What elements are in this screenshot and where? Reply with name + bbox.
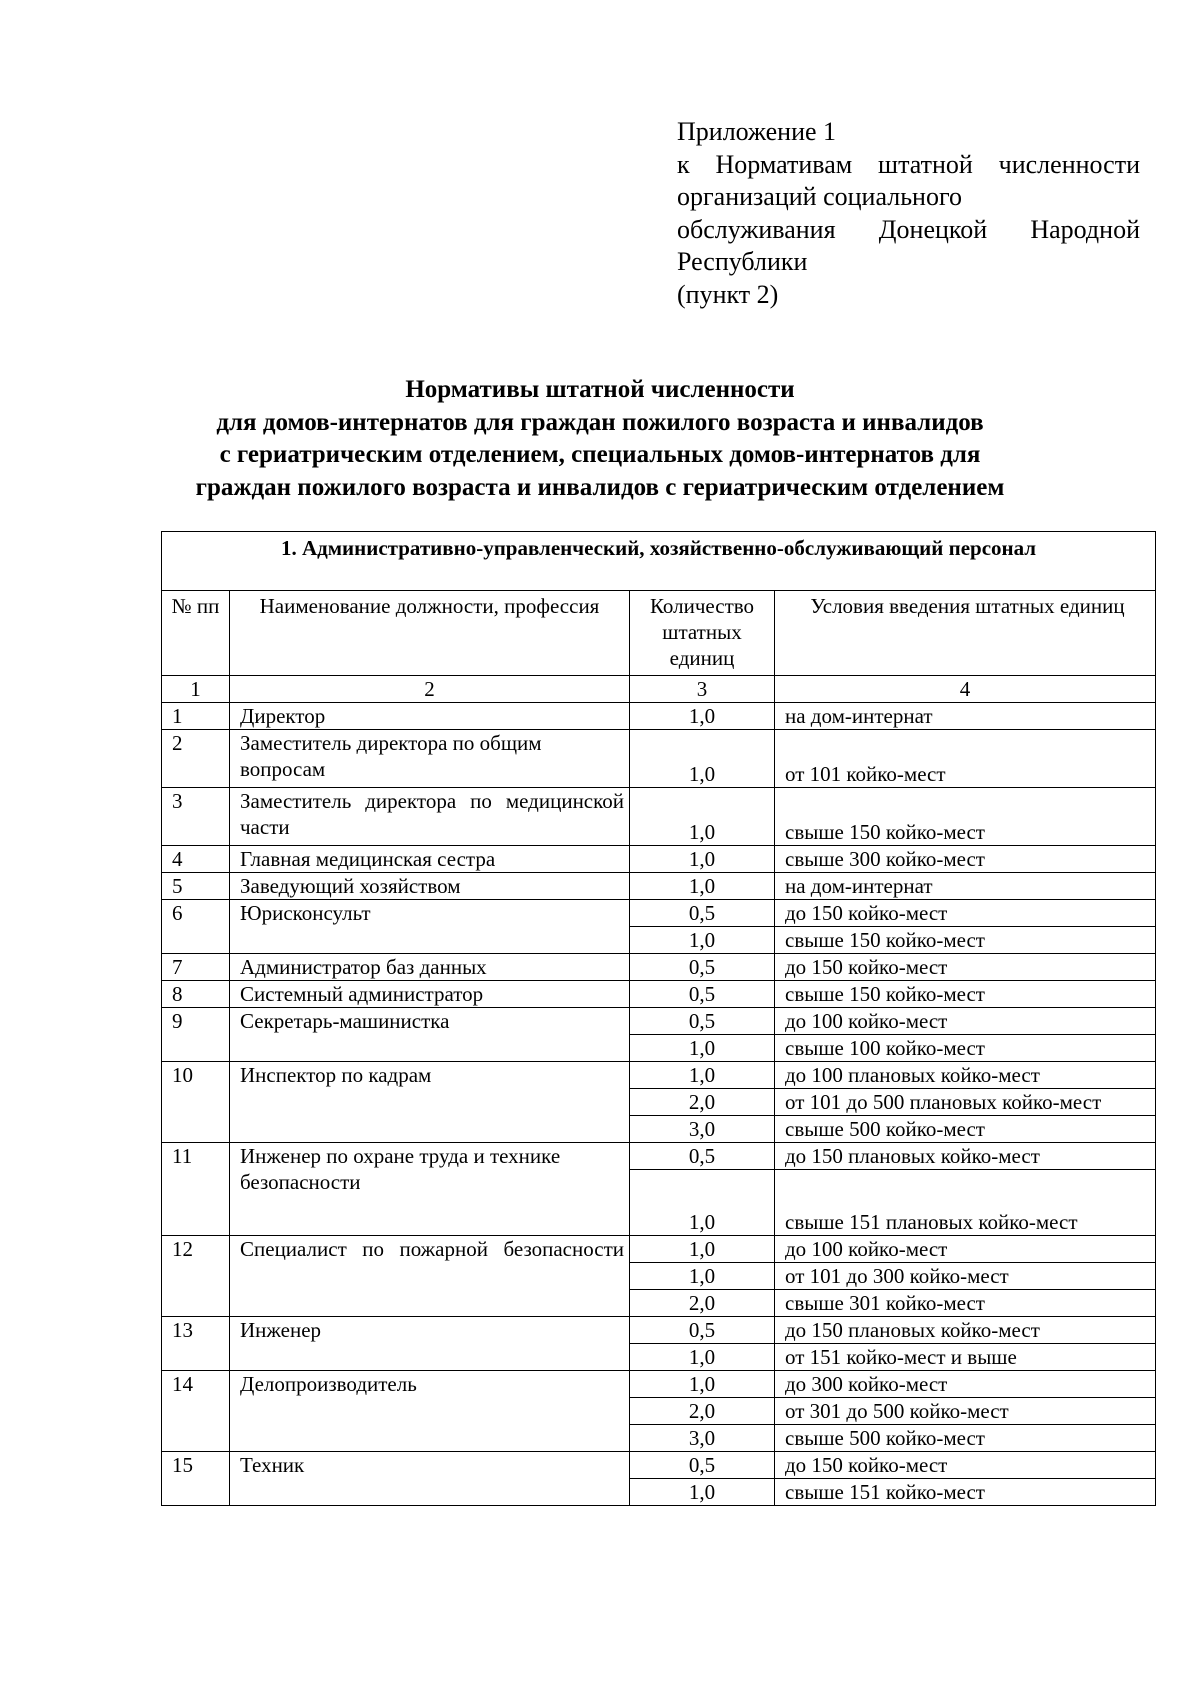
appendix-line: организаций социального <box>677 182 962 211</box>
table-row <box>162 900 1156 927</box>
position-name: Юрисконсульт <box>230 900 630 954</box>
staff-condition: до 300 койко-мест <box>775 1371 1156 1398</box>
staff-quantity: 1,0 <box>630 1062 775 1089</box>
table-row <box>162 1236 1156 1263</box>
position-name: Заведующий хозяйством <box>230 873 630 900</box>
appendix-line: Республики <box>677 247 808 276</box>
position-name: Специалист по пожарной безопасности <box>230 1236 630 1317</box>
column-number: 1 <box>162 676 230 703</box>
staff-condition: до 150 плановых койко-мест <box>775 1143 1156 1170</box>
table-row <box>162 730 1156 788</box>
staff-quantity: 0,5 <box>630 1008 775 1035</box>
row-number: 9 <box>162 1008 230 1062</box>
staff-quantity: 0,5 <box>630 1143 775 1170</box>
position-name: Главная медицинская сестра <box>230 846 630 873</box>
staff-condition: от 101 до 500 плановых койко-мест <box>775 1089 1156 1116</box>
title-line: для домов-интернатов для граждан пожилого возраста и инвалидов <box>216 408 984 436</box>
staff-condition: до 100 койко-мест <box>775 1236 1156 1263</box>
staff-quantity: 3,0 <box>630 1116 775 1143</box>
column-header-row <box>162 591 1156 676</box>
table-row <box>162 788 1156 846</box>
column-header-name: Наименование должности, профессия <box>230 591 630 676</box>
row-number: 7 <box>162 954 230 981</box>
position-name: Техник <box>230 1452 630 1506</box>
staff-quantity: 2,0 <box>630 1089 775 1116</box>
table-row <box>162 981 1156 1008</box>
staff-condition: свыше 150 койко-мест <box>775 981 1156 1008</box>
staff-quantity: 1,0 <box>630 927 775 954</box>
table-row <box>162 873 1156 900</box>
staff-quantity: 1,0 <box>630 1371 775 1398</box>
staffing-norms-table <box>161 531 1156 1506</box>
position-name: Инспектор по кадрам <box>230 1062 630 1143</box>
staff-quantity: 3,0 <box>630 1425 775 1452</box>
staff-condition: до 150 койко-мест <box>775 900 1156 927</box>
table-body <box>162 703 1156 1506</box>
title-line: граждан пожилого возраста и инвалидов с гериатрическим отделением <box>195 473 1005 501</box>
staff-quantity: 1,0 <box>630 1170 775 1236</box>
staff-condition: до 100 плановых койко-мест <box>775 1062 1156 1089</box>
appendix-line: Приложение 1 <box>677 117 837 146</box>
staff-condition: до 150 койко-мест <box>775 1452 1156 1479</box>
column-number-row <box>162 676 1156 703</box>
staff-quantity: 1,0 <box>630 1479 775 1506</box>
staff-condition: до 100 койко-мест <box>775 1008 1156 1035</box>
column-header-num: № пп <box>162 591 230 676</box>
staff-condition: свыше 100 койко-мест <box>775 1035 1156 1062</box>
staff-condition: до 150 плановых койко-мест <box>775 1317 1156 1344</box>
position-name: Делопроизводитель <box>230 1371 630 1452</box>
table-row <box>162 1062 1156 1089</box>
appendix-reference <box>677 116 1140 311</box>
appendix-line: обслуживания Донецкой Народной <box>677 214 1140 244</box>
table-row <box>162 846 1156 873</box>
staff-quantity: 1,0 <box>630 703 775 730</box>
staff-condition: свыше 150 койко-мест <box>775 927 1156 954</box>
staff-quantity: 0,5 <box>630 981 775 1008</box>
appendix-line: к Нормативам штатной численности <box>677 149 1140 179</box>
staff-condition: свыше 150 койко-мест <box>775 788 1156 846</box>
row-number: 12 <box>162 1236 230 1317</box>
position-name: Инженер <box>230 1317 630 1371</box>
position-name: Администратор баз данных <box>230 954 630 981</box>
staff-quantity: 1,0 <box>630 1263 775 1290</box>
staff-quantity: 0,5 <box>630 1452 775 1479</box>
column-header-qty: Количество штатных единиц <box>630 591 775 676</box>
title-line: с гериатрическим отделением, специальных домов-интернатов для <box>219 441 981 468</box>
position-name: Системный администратор <box>230 981 630 1008</box>
staff-condition: от 101 до 300 койко-мест <box>775 1263 1156 1290</box>
staff-condition: до 150 койко-мест <box>775 954 1156 981</box>
table-row <box>162 1143 1156 1170</box>
staff-condition: свыше 500 койко-мест <box>775 1116 1156 1143</box>
row-number: 6 <box>162 900 230 954</box>
staff-quantity: 1,0 <box>630 788 775 846</box>
document-title <box>150 374 1050 504</box>
row-number: 3 <box>162 788 230 846</box>
position-name: Секретарь-машинистка <box>230 1008 630 1062</box>
staff-quantity: 1,0 <box>630 1344 775 1371</box>
row-number: 10 <box>162 1062 230 1143</box>
staff-quantity: 2,0 <box>630 1398 775 1425</box>
position-name: Заместитель директора по медицинской части <box>230 788 630 846</box>
position-name: Заместитель директора по общим вопросам <box>230 730 630 788</box>
table-row <box>162 1008 1156 1035</box>
row-number: 5 <box>162 873 230 900</box>
staff-condition: на дом-интернат <box>775 873 1156 900</box>
staff-quantity: 0,5 <box>630 900 775 927</box>
section-header: 1. Административно-управленческий, хозяйственно-обслуживающий персонал <box>162 532 1156 591</box>
staff-condition: от 151 койко-мест и выше <box>775 1344 1156 1371</box>
staff-quantity: 2,0 <box>630 1290 775 1317</box>
title-line: Нормативы штатной численности <box>405 376 795 403</box>
row-number: 14 <box>162 1371 230 1452</box>
position-name: Директор <box>230 703 630 730</box>
staff-quantity: 1,0 <box>630 1035 775 1062</box>
table-row <box>162 1317 1156 1344</box>
staff-quantity: 1,0 <box>630 1236 775 1263</box>
staff-condition: от 301 до 500 койко-мест <box>775 1398 1156 1425</box>
staff-quantity: 0,5 <box>630 954 775 981</box>
staff-quantity: 0,5 <box>630 1317 775 1344</box>
staff-quantity: 1,0 <box>630 730 775 788</box>
staff-condition: свыше 301 койко-мест <box>775 1290 1156 1317</box>
row-number: 11 <box>162 1143 230 1236</box>
staff-quantity: 1,0 <box>630 873 775 900</box>
staff-condition: свыше 151 плановых койко-мест <box>775 1170 1156 1236</box>
staff-condition: свыше 151 койко-мест <box>775 1479 1156 1506</box>
table-row <box>162 954 1156 981</box>
row-number: 15 <box>162 1452 230 1506</box>
column-number: 4 <box>775 676 1156 703</box>
table-row <box>162 1371 1156 1398</box>
row-number: 4 <box>162 846 230 873</box>
table-row <box>162 703 1156 730</box>
column-number: 2 <box>230 676 630 703</box>
staff-quantity: 1,0 <box>630 846 775 873</box>
row-number: 1 <box>162 703 230 730</box>
row-number: 13 <box>162 1317 230 1371</box>
appendix-line: (пункт 2) <box>677 279 779 309</box>
column-number: 3 <box>630 676 775 703</box>
column-header-conditions: Условия введения штатных единиц <box>775 591 1156 676</box>
row-number: 2 <box>162 730 230 788</box>
staff-condition: свыше 500 койко-мест <box>775 1425 1156 1452</box>
row-number: 8 <box>162 981 230 1008</box>
staff-condition: на дом-интернат <box>775 703 1156 730</box>
table-row <box>162 1452 1156 1479</box>
staff-condition: свыше 300 койко-мест <box>775 846 1156 873</box>
position-name: Инженер по охране труда и технике безопасности <box>230 1143 630 1236</box>
staff-condition: от 101 койко-мест <box>775 730 1156 788</box>
